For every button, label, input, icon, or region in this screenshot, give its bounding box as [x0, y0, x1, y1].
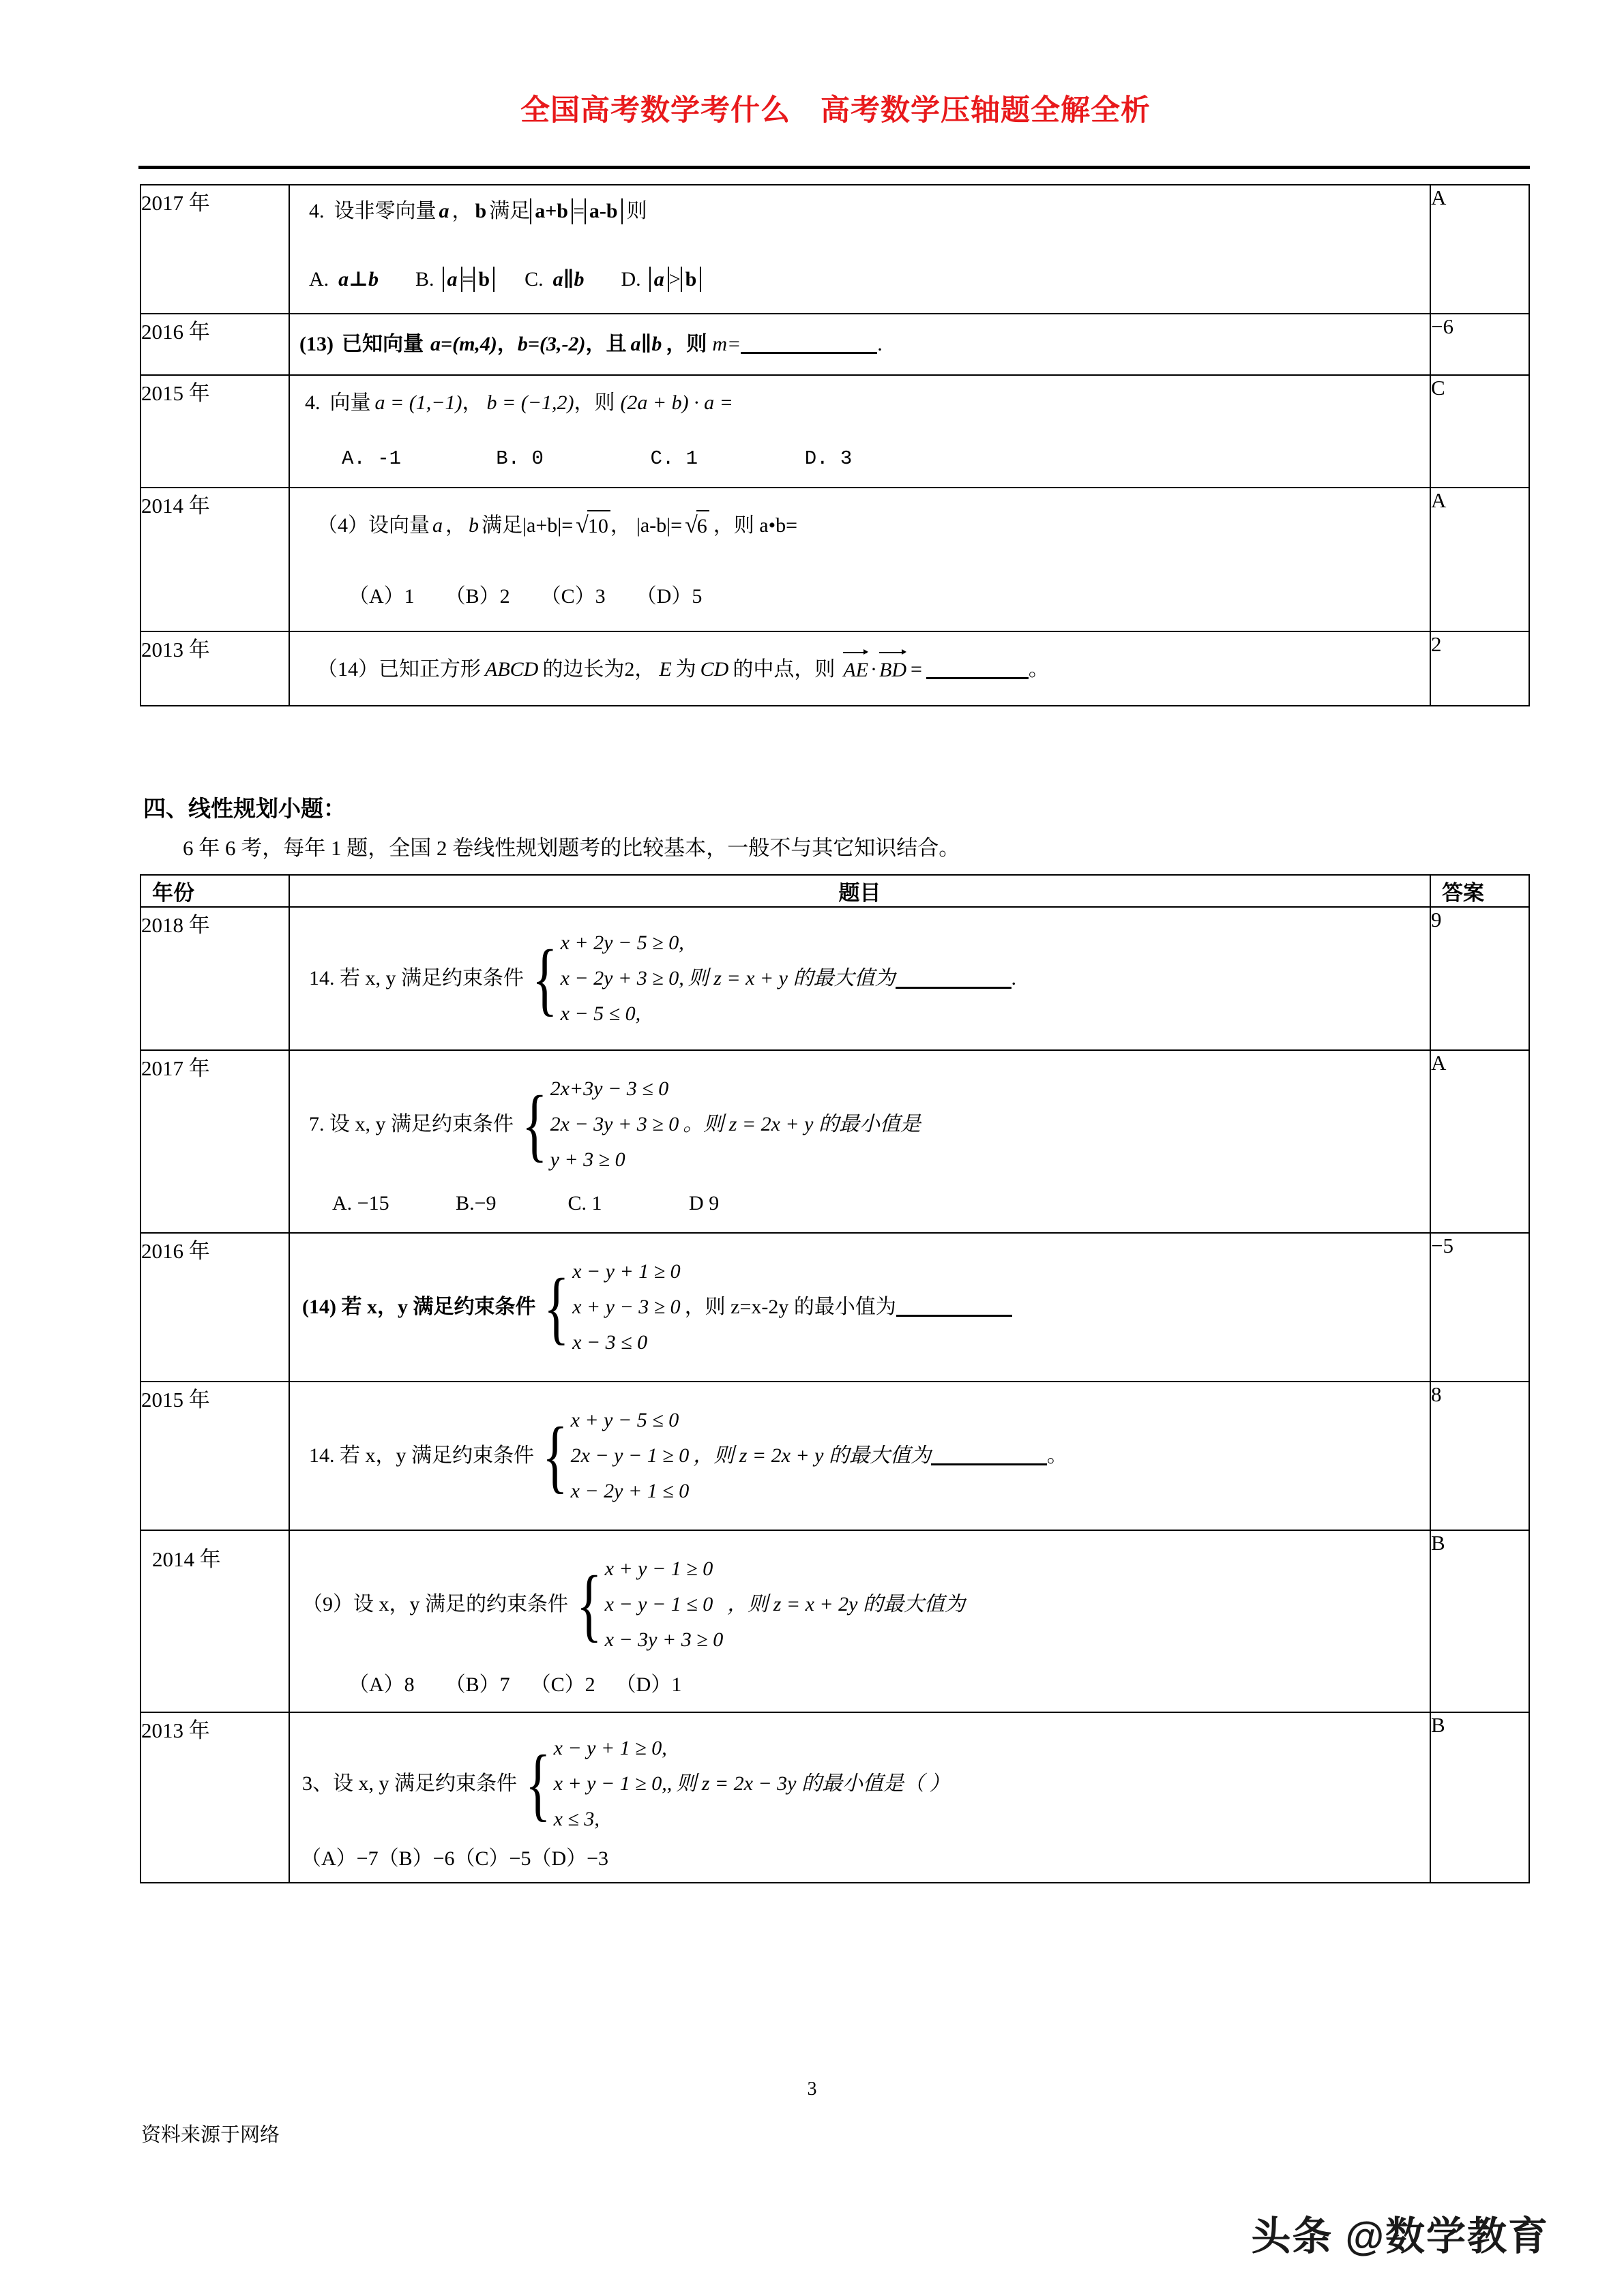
watermark: 头条 @数学教育 — [1251, 2214, 1549, 2258]
question-number: （4） — [317, 513, 368, 537]
comma: ， — [462, 391, 483, 414]
document-header — [140, 87, 1531, 129]
constraint-system — [525, 925, 684, 1032]
question-number: （14） — [317, 657, 379, 681]
constraint-3: x − 5 ≤ 0, — [560, 1002, 641, 1025]
stem-text-4: 的中点，则 — [733, 657, 836, 681]
question-cell — [289, 314, 1430, 375]
answer-blank — [896, 1297, 1012, 1317]
answer-cell: −5 — [1430, 1233, 1529, 1382]
option-b-operator: = — [462, 267, 474, 290]
square-label: ABCD — [485, 657, 539, 681]
constraint-1: x + y − 5 ≤ 0 — [570, 1408, 679, 1431]
constraint-2: 2x − y − 1 ≥ 0 — [570, 1444, 690, 1467]
page-title: 全国高考数学考什么 高考数学压轴题全解全析 — [520, 94, 1151, 127]
table-row — [141, 631, 1529, 706]
left-brace-icon: { — [532, 933, 558, 1024]
constraint-3: x − 2y + 1 ≤ 0 — [570, 1479, 690, 1502]
answer-blank — [896, 969, 1012, 989]
vector-b-definition: b = (−1,2) — [486, 391, 574, 414]
answer-cell: B — [1430, 1530, 1529, 1713]
table-header-row — [141, 875, 1529, 907]
comma: ， — [610, 513, 631, 537]
header-divider — [138, 166, 1530, 169]
period: 。 — [1028, 657, 1049, 681]
table-row — [141, 314, 1529, 375]
options-row: （A）8 （B）7 （C）2 （D）1 — [349, 1673, 682, 1696]
table-row — [141, 1382, 1529, 1530]
stem-text: 设向量 — [368, 513, 430, 537]
table-row — [141, 488, 1529, 631]
vector-a-definition: a=(m,4) — [430, 333, 497, 355]
answer-blank — [926, 659, 1029, 679]
constraint-1: x − y + 1 ≥ 0 — [572, 1259, 681, 1283]
answer-cell: −6 — [1430, 314, 1529, 375]
constraint-2: 2x − 3y + 3 ≥ 0 — [550, 1113, 679, 1135]
sqrt-10: √10 — [573, 509, 610, 542]
stem-middle: 满足 — [489, 200, 531, 222]
options-row: A. -1 B. 0 C. 1 D. 3 — [342, 447, 853, 470]
equals: = — [572, 200, 585, 222]
options-row: A. −15 B.−9 C. 1 D 9 — [332, 1192, 720, 1214]
question-stem: (14) 若 x，y 满足约束条件 — [302, 1295, 536, 1318]
stem-text-2: 的边长为2， — [542, 657, 655, 681]
objective-text: ，则 z=x-2y 的最小值为 — [684, 1295, 896, 1318]
constraint-1: 2x+3y − 3 ≤ 0 — [550, 1077, 669, 1100]
segment-cd: CD — [700, 657, 729, 681]
question-cell — [289, 631, 1430, 706]
column-header-year: 年份 — [141, 875, 289, 907]
stem-text: 向量 — [329, 391, 371, 414]
then-text: ，则 a•b= — [713, 513, 798, 537]
constraint-system — [570, 1551, 723, 1658]
table-row — [141, 1712, 1529, 1883]
left-brace-icon: { — [525, 1738, 551, 1830]
stem-text-3: 为 — [675, 657, 696, 681]
vector-bd: BD — [879, 654, 906, 685]
abs-a-minus-b: a-b — [585, 198, 623, 224]
left-brace-icon: { — [544, 1261, 570, 1352]
question-cell — [289, 1050, 1430, 1233]
year-cell: 2016 年 — [141, 314, 289, 375]
comma: ， — [452, 200, 473, 222]
constraint-3: x ≤ 3, — [553, 1808, 600, 1830]
option-c-label: C. — [525, 267, 544, 290]
constraint-2: x + y − 1 ≥ 0,, — [553, 1772, 673, 1795]
constraint-2: x + y − 3 ≥ 0 — [572, 1295, 681, 1318]
sqrt-6-value: 6 — [696, 510, 709, 541]
constraint-3: x − 3 ≤ 0 — [572, 1330, 648, 1354]
objective-text: ，则 z = 2x + y 的最大值为 — [693, 1444, 931, 1467]
answer-cell: A — [1430, 185, 1529, 314]
question-cell — [289, 1530, 1430, 1713]
year-cell: 2017 年 — [141, 185, 289, 314]
footer-source: 资料来源于网络 — [141, 2124, 280, 2146]
answer-cell: 9 — [1430, 907, 1529, 1050]
question-stem: 14. 若 x, y 满足约束条件 — [309, 967, 524, 990]
option-d-label: D. — [621, 267, 641, 290]
left-brace-icon: { — [542, 1410, 568, 1501]
vector-b: b — [469, 513, 479, 537]
question-stem: （9）设 x，y 满足的约束条件 — [302, 1592, 568, 1615]
option-b-right: b — [473, 267, 494, 293]
vector-a: a — [432, 513, 443, 537]
constraint-1: x + y − 1 ≥ 0 — [604, 1557, 713, 1580]
option-d-right: b — [681, 267, 702, 293]
option-b-left: a — [443, 267, 462, 293]
question-cell — [289, 488, 1430, 631]
option-b-label: B. — [415, 267, 434, 290]
separator: ， — [497, 333, 518, 355]
stem-text: 已知向量 — [341, 333, 424, 355]
constraint-system — [515, 1071, 679, 1178]
parallel-condition: a∥b — [630, 333, 662, 355]
sqrt-6: √6 — [682, 509, 709, 542]
year-cell: 2016 年 — [141, 1233, 289, 1382]
constraint-3: x − 3y + 3 ≥ 0 — [604, 1628, 724, 1651]
vector-questions-table — [140, 184, 1530, 706]
stem-middle: 满足 — [482, 513, 522, 537]
vector-a-definition: a = (1,−1) — [374, 391, 462, 414]
answer-cell: C — [1430, 375, 1529, 488]
answer-blank — [741, 334, 877, 354]
point-e: E — [659, 657, 672, 681]
table-row — [141, 1530, 1529, 1713]
year-cell: 2013 年 — [141, 1712, 289, 1883]
abs-a-plus-b: a+b — [530, 198, 573, 224]
year-cell: 2014 年 — [141, 488, 289, 631]
table-row — [141, 1233, 1529, 1382]
year-cell: 2014 年 — [141, 1530, 289, 1713]
option-c-value: a∥b — [552, 267, 585, 290]
objective-text: 。则 z = 2x + y 的最小值是 — [683, 1113, 921, 1136]
answer-blank — [931, 1446, 1047, 1465]
question-number: 4. — [305, 391, 321, 414]
objective-text: 则 z = x + y 的最大值为 — [688, 967, 896, 990]
section-heading: 四、线性规划小题： — [143, 796, 346, 821]
left-brace-icon: { — [522, 1079, 548, 1170]
answer-cell: A — [1430, 488, 1529, 631]
abs-a-minus-b: |a-b|= — [636, 513, 683, 537]
option-d-operator: > — [668, 267, 681, 290]
then-text: ，则 — [574, 391, 615, 414]
answer-cell: B — [1430, 1712, 1529, 1883]
m-equals: m= — [712, 333, 741, 355]
sqrt-10-value: 10 — [587, 510, 610, 541]
objective-text: 则 z = 2x − 3y 的最小值是（ ） — [676, 1772, 950, 1795]
table-row — [141, 375, 1529, 488]
expression: (2a + b) · a = — [620, 391, 733, 414]
period: . — [877, 333, 883, 355]
column-header-question: 题目 — [289, 875, 1430, 907]
stem-text: 设非零向量 — [334, 200, 437, 222]
question-cell — [289, 185, 1430, 314]
stem-end: 则 — [626, 200, 647, 222]
option-a-label: A. — [309, 267, 329, 290]
option-a-value: a⊥b — [338, 267, 379, 290]
year-cell: 2015 年 — [141, 1382, 289, 1530]
year-cell: 2013 年 — [141, 631, 289, 706]
comma: ， — [445, 513, 466, 537]
column-header-answer: 答案 — [1430, 875, 1529, 907]
abs-a-plus-b: |a+b|= — [522, 513, 574, 537]
dot-product-operator: · — [870, 657, 877, 681]
constraint-system — [518, 1731, 672, 1837]
year-cell: 2018 年 — [141, 907, 289, 1050]
year-cell: 2015 年 — [141, 375, 289, 488]
period: 。 — [1047, 1444, 1067, 1467]
table-row — [141, 185, 1529, 314]
period: . — [1011, 967, 1016, 990]
question-stem: 7. 设 x, y 满足约束条件 — [309, 1113, 514, 1136]
constraint-system — [535, 1403, 689, 1509]
constraint-1: x − y + 1 ≥ 0, — [553, 1737, 667, 1759]
table-row — [141, 1050, 1529, 1233]
constraint-system — [537, 1254, 680, 1360]
left-brace-icon: { — [576, 1558, 602, 1650]
page-number: 3 — [807, 2078, 817, 2100]
separator: ，且 — [585, 333, 627, 355]
equals: = — [911, 657, 922, 681]
constraint-3: y + 3 ≥ 0 — [550, 1148, 625, 1171]
stem-text: 已知正方形 — [379, 657, 481, 681]
question-number: (13) — [299, 333, 334, 355]
answer-cell: 2 — [1430, 631, 1529, 706]
vector-b-definition: b=(3,-2) — [517, 333, 586, 355]
separator: ，则 — [666, 333, 707, 355]
constraint-2: x − 2y + 3 ≥ 0, — [560, 967, 684, 989]
question-cell — [289, 907, 1430, 1050]
question-cell — [289, 375, 1430, 488]
section-intro: 6 年 6 考，每年 1 题，全国 2 卷线性规划题考的比较基本，一般不与其它知识结合。 — [183, 836, 960, 860]
linear-programming-table — [140, 874, 1530, 1883]
vector-b: b — [475, 200, 487, 222]
answer-cell: 8 — [1430, 1382, 1529, 1530]
objective-text: ，则 z = x + 2y 的最大值为 — [727, 1592, 965, 1615]
question-stem: 3、设 x, y 满足约束条件 — [302, 1772, 517, 1795]
question-cell — [289, 1712, 1430, 1883]
table-row — [141, 907, 1529, 1050]
question-stem: 14. 若 x，y 满足约束条件 — [309, 1444, 534, 1467]
constraint-2: x − y − 1 ≤ 0 — [604, 1592, 713, 1615]
vector-ae: AE — [843, 654, 868, 685]
question-cell — [289, 1382, 1430, 1530]
year-cell: 2017 年 — [141, 1050, 289, 1233]
answer-cell: A — [1430, 1050, 1529, 1233]
vector-a: a — [439, 200, 449, 222]
options-row: （A）−7（B）−6（C）−5（D）−3 — [301, 1847, 609, 1870]
question-cell — [289, 1233, 1430, 1382]
option-d-left: a — [649, 267, 669, 293]
constraint-1: x + 2y − 5 ≥ 0, — [560, 931, 684, 954]
question-number: 4. — [309, 200, 325, 222]
options-row: （A）1 （B）2 （C）3 （D）5 — [349, 585, 703, 608]
